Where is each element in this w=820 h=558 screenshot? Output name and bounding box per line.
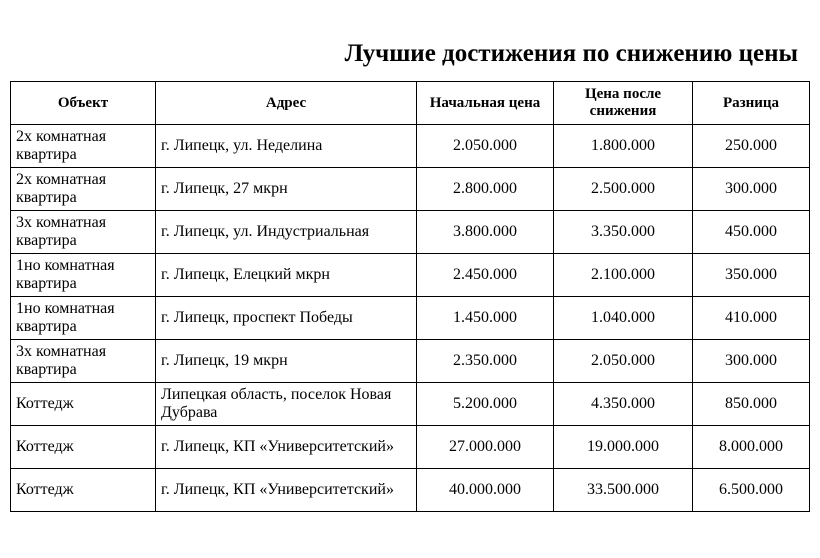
cell-initial-price: 2.450.000: [417, 254, 554, 297]
cell-object: 2х комнатная квартира: [11, 168, 156, 211]
cell-reduced-price: 2.100.000: [554, 254, 693, 297]
cell-difference: 8.000.000: [693, 426, 810, 469]
cell-object: 1но комнатная квартира: [11, 254, 156, 297]
cell-difference: 410.000: [693, 297, 810, 340]
cell-difference: 450.000: [693, 211, 810, 254]
cell-reduced-price: 2.050.000: [554, 340, 693, 383]
cell-object: 2х комнатная квартира: [11, 125, 156, 168]
table-row: [11, 340, 810, 383]
cell-address: Липецкая область, поселок Новая Дубрава: [156, 383, 417, 426]
cell-reduced-price: 33.500.000: [554, 469, 693, 512]
cell-difference: 350.000: [693, 254, 810, 297]
cell-initial-price: 40.000.000: [417, 469, 554, 512]
cell-difference: 300.000: [693, 168, 810, 211]
header-address: Адрес: [156, 82, 417, 125]
cell-initial-price: 2.050.000: [417, 125, 554, 168]
cell-address: г. Липецк, КП «Университетский»: [156, 426, 417, 469]
cell-reduced-price: 1.040.000: [554, 297, 693, 340]
table-row: [11, 469, 810, 512]
cell-initial-price: 2.350.000: [417, 340, 554, 383]
page-title: Лучшие достижения по снижению цены: [344, 40, 798, 67]
cell-reduced-price: 4.350.000: [554, 383, 693, 426]
cell-initial-price: 3.800.000: [417, 211, 554, 254]
cell-initial-price: 27.000.000: [417, 426, 554, 469]
cell-difference: 250.000: [693, 125, 810, 168]
table-row: [11, 254, 810, 297]
cell-initial-price: 1.450.000: [417, 297, 554, 340]
table-row: [11, 168, 810, 211]
cell-object: 3х комнатная квартира: [11, 340, 156, 383]
table-row: [11, 297, 810, 340]
cell-reduced-price: 2.500.000: [554, 168, 693, 211]
cell-initial-price: 2.800.000: [417, 168, 554, 211]
cell-address: г. Липецк, ул. Неделина: [156, 125, 417, 168]
cell-difference: 300.000: [693, 340, 810, 383]
cell-address: г. Липецк, 19 мкрн: [156, 340, 417, 383]
table-row: [11, 211, 810, 254]
cell-object: Коттедж: [11, 426, 156, 469]
cell-reduced-price: 1.800.000: [554, 125, 693, 168]
cell-address: г. Липецк, ул. Индустриальная: [156, 211, 417, 254]
cell-object: Коттедж: [11, 469, 156, 512]
header-initial-price: Начальная цена: [417, 82, 554, 125]
cell-address: г. Липецк, 27 мкрн: [156, 168, 417, 211]
header-object: Объект: [11, 82, 156, 125]
header-difference: Разница: [693, 82, 810, 125]
price-reduction-table: [10, 81, 810, 512]
cell-reduced-price: 3.350.000: [554, 211, 693, 254]
cell-initial-price: 5.200.000: [417, 383, 554, 426]
table-row: [11, 125, 810, 168]
table-row: [11, 426, 810, 469]
cell-address: г. Липецк, Елецкий мкрн: [156, 254, 417, 297]
cell-object: 3х комнатная квартира: [11, 211, 156, 254]
cell-address: г. Липецк, проспект Победы: [156, 297, 417, 340]
header-row: [11, 82, 810, 125]
header-reduced-price: Цена после снижения: [554, 82, 693, 125]
cell-reduced-price: 19.000.000: [554, 426, 693, 469]
cell-object: 1но комнатная квартира: [11, 297, 156, 340]
cell-difference: 6.500.000: [693, 469, 810, 512]
cell-difference: 850.000: [693, 383, 810, 426]
cell-object: Коттедж: [11, 383, 156, 426]
cell-address: г. Липецк, КП «Университетский»: [156, 469, 417, 512]
table-row: [11, 383, 810, 426]
